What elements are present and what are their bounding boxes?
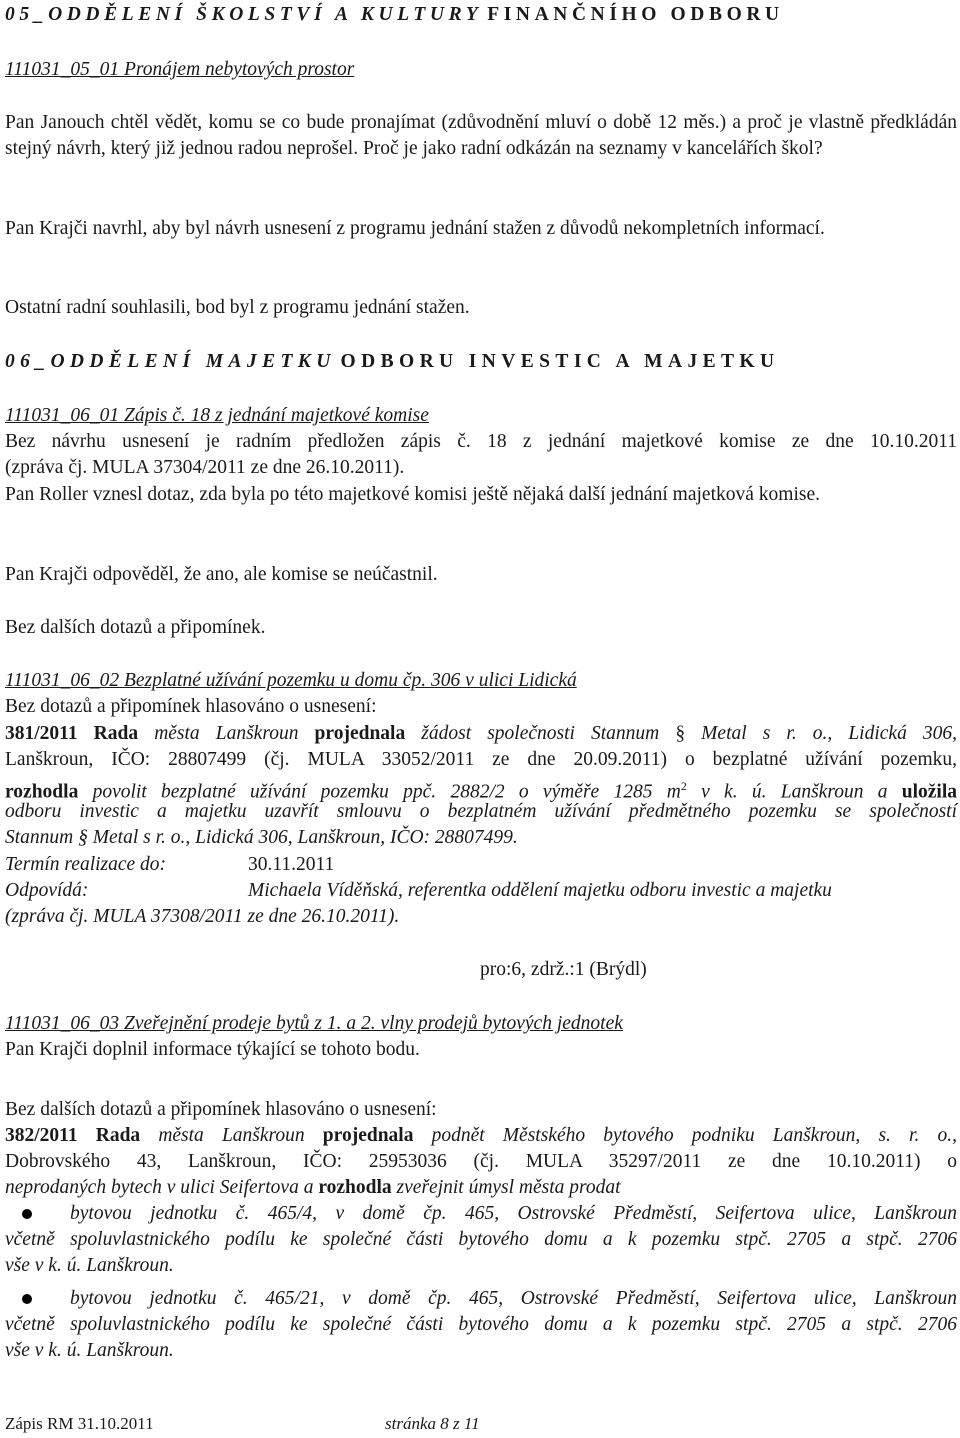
paragraph-krajci-info: Pan Krajči doplnil informace týkající se tohoto bodu. <box>5 1039 420 1060</box>
footer-date: Zápis RM 31.10.2011 <box>5 1414 154 1433</box>
section-title-bold: ODBORU INVESTIC A MAJETKU <box>340 351 780 372</box>
report-ref: (zpráva čj. MULA 37308/2011 ze dne 26.10.2011). <box>5 906 400 927</box>
resolution-381-line2: Lanškroun, IČO: 28807499 (čj. MULA 33052/2011 ze dne 20.09.2011) o bezplatné užívání pozemku, <box>5 749 957 770</box>
section-number: 06_ <box>5 351 51 372</box>
paragraph-others-agree: Ostatní radní souhlasili, bod byl z programu jednání stažen. <box>5 297 470 318</box>
section-heading-06 <box>5 349 779 375</box>
section-title-bold: FINANČNÍHO ODBORU <box>487 4 784 25</box>
resolution-381-line1: 381/2011 Rada města Lanškroun projednala žádost společnosti Stannum § Metal s r. o., Lidická 306, <box>5 723 958 744</box>
item-title-06-03: 111031_06_03 Zveřejnění prodeje bytů z 1. a 2. vlny prodejů bytových jednotek <box>5 1013 623 1034</box>
bullet-1-line3: vše v k. ú. Lanškroun. <box>5 1255 174 1276</box>
bullet-2-line3: vše v k. ú. Lanškroun. <box>5 1340 174 1361</box>
section-heading-05 <box>5 2 784 28</box>
bullet-icon <box>22 1294 32 1304</box>
bullet-2-line1: bytovou jednotku č. 465/21, v domě čp. 465, Ostrovské Předměstí, Seifertova ulice, Lanškroun <box>70 1288 957 1309</box>
bullet-2-line2: včetně spoluvlastnického podílu ke společné části bytového domu a k pozemku stpč. 2705 a stpč. 2706 <box>5 1314 957 1335</box>
resolution-382-line2: Dobrovského 43, Lanškroun, IČO: 25953036 (čj. MULA 35297/2011 ze dne 10.10.2011) o <box>5 1151 957 1172</box>
vote-intro-382: Bez dalších dotazů a připomínek hlasováno o usnesení: <box>5 1099 437 1120</box>
item-title-06-01: 111031_06_01 Zápis č. 18 z jednání majetkové komise <box>5 405 429 426</box>
section-sign-icon: § <box>675 723 686 744</box>
item-title-05-01: 111031_05_01 Pronájem nebytových prostor <box>5 59 355 80</box>
resolution-382-line1: 382/2011 Rada města Lanškroun projednala podnět Městského bytového podniku Lanškroun, s. r. o., <box>5 1125 957 1146</box>
section-number: 05_ <box>5 4 49 25</box>
footer-page-number: stránka 8 z 11 <box>385 1414 480 1433</box>
paragraph-krajci-answer: Pan Krajči odpověděl, že ano, ale komise se neúčastnil. <box>5 564 438 585</box>
section-sign-icon: § <box>78 827 88 848</box>
term-row: Termín realizace do: 30.11.2011 <box>5 854 335 875</box>
vote-result: pro:6, zdrž.:1 (Brýdl) <box>480 959 647 980</box>
resolution-381-line4: odboru investic a majetku uzavřít smlouvu o bezplatném užívání předmětného pozemku se společností <box>5 801 957 822</box>
paragraph-no-questions: Bez dalších dotazů a připomínek. <box>5 617 266 638</box>
bullet-icon <box>22 1209 32 1219</box>
resolution-381-line5: Stannum § Metal s r. o., Lidická 306, Lanškroun, IČO: 28807499. <box>5 827 518 848</box>
vote-intro: Bez dotazů a připomínek hlasováno o usnesení: <box>5 696 377 717</box>
bullet-1-line1: bytovou jednotku č. 465/4, v domě čp. 465, Ostrovské Předměstí, Seifertova ulice, Lanškroun <box>70 1203 957 1224</box>
resolution-382-line3: neprodaných bytech v ulici Seifertova a rozhodla zveřejnit úmysl města prodat <box>5 1177 621 1198</box>
paragraph-janouch: Pan Janouch chtěl vědět, komu se co bude pronajímat (zdůvodnění mluví o době 12 měs.) a proč je vlastně předkládán stejný návrh, který již jednou radou neprošel. Proč je jako radní odkázán na seznamy v kancelářích škol? <box>5 112 957 159</box>
responsible-row: Odpovídá: Michaela Víděňská, referentka oddělení majetku odboru investic a majetku <box>5 880 832 901</box>
bullet-1-line2: včetně spoluvlastnického podílu ke společné části bytového domu a k pozemku stpč. 2705 a stpč. 2706 <box>5 1229 957 1250</box>
item-title-06-02: 111031_06_02 Bezplatné užívání pozemku u domu čp. 306 v ulici Lidická <box>5 670 577 691</box>
item-06-01-line2: (zpráva čj. MULA 37304/2011 ze dne 26.10.2011). <box>5 457 405 478</box>
paragraph-krajci-proposal: Pan Krajči navrhl, aby byl návrh usnesení z programu jednání stažen z důvodů nekompletních informací. <box>5 218 825 239</box>
section-title-italic: ODDĚLENÍ MAJETKU <box>50 351 336 372</box>
item-06-01-line1: Bez návrhu usnesení je radním předložen zápis č. 18 z jednání majetkové komise ze dne 10.10.2011 <box>5 431 957 452</box>
paragraph-roller: Pan Roller vznesl dotaz, zda byla po této majetkové komisi ještě nějaká další jednání majetková komise. <box>5 484 820 505</box>
section-title-italic: ODDĚLENÍ ŠKOLSTVÍ A KULTURY <box>48 4 483 25</box>
resolution-381-line3: rozhodla povolit bezplatné užívání pozemku ppč. 2882/2 o výměře 1285 $m^2$ v k. ú. Lanškroun a uložila <box>5 779 958 803</box>
